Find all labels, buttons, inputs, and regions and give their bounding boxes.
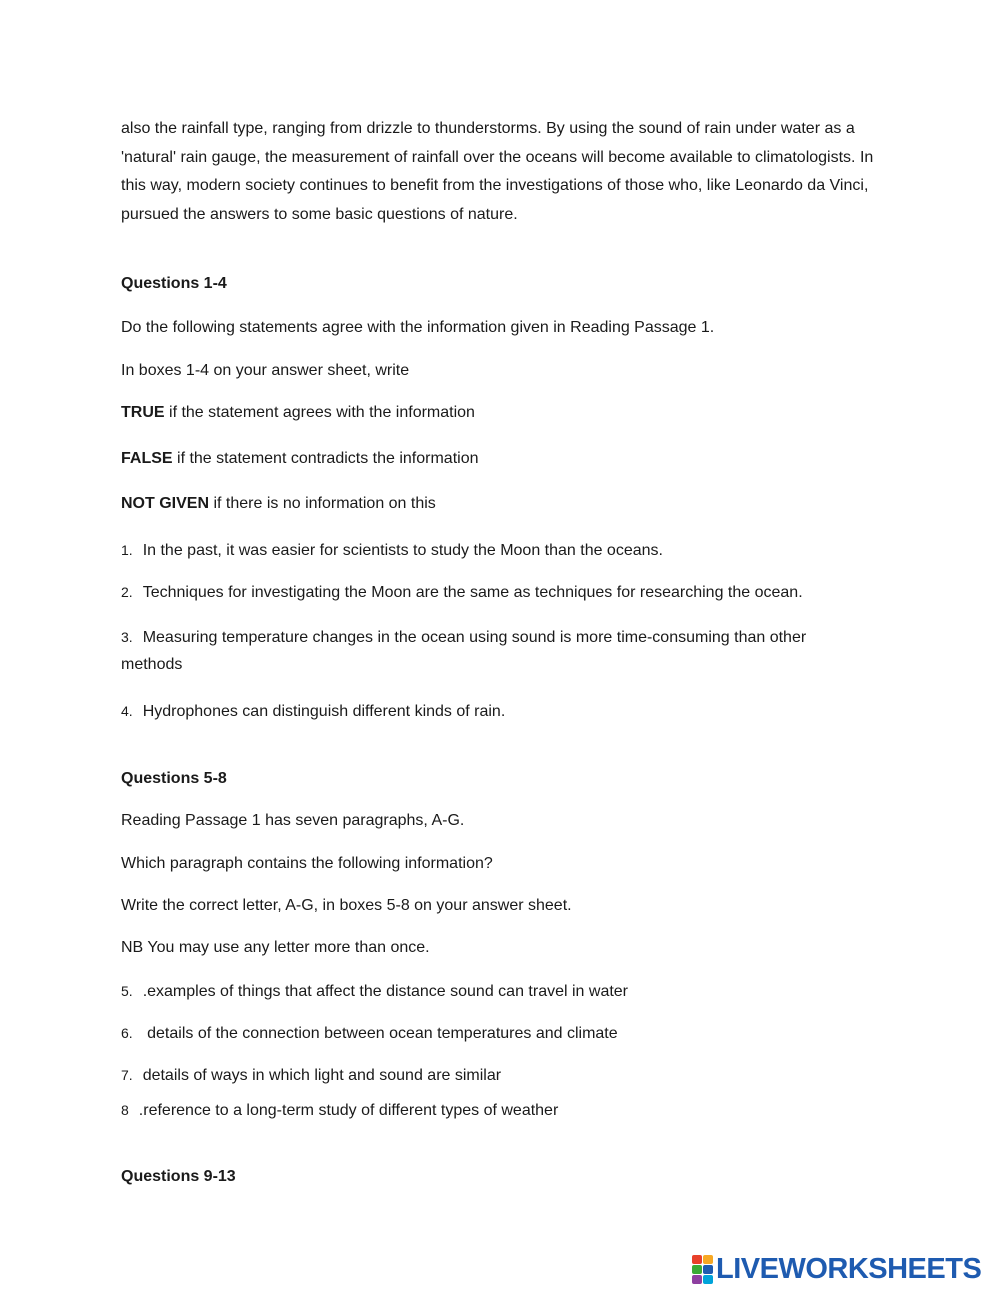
option-text: if there is no information on this: [209, 495, 436, 512]
question-number: 3.: [121, 629, 133, 645]
option-false: [121, 449, 479, 469]
option-key: NOT GIVEN: [121, 495, 210, 512]
instruction-text: In boxes 1-4 on your answer sheet, write: [121, 362, 410, 379]
logo-mark-icon: [692, 1255, 713, 1284]
question-item: [121, 540, 663, 561]
question-number: 1.: [121, 542, 133, 558]
instruction-text: Which paragraph contains the following information?: [121, 855, 493, 872]
option-true: [121, 403, 475, 423]
instruction-text: Write the correct letter, A-G, in boxes 5-8 on your answer sheet.: [121, 897, 572, 914]
question-continuation: methods: [121, 656, 183, 673]
logo-block: [692, 1255, 702, 1264]
question-text: Hydrophones can distinguish different kinds of rain.: [142, 703, 506, 720]
question-number: 6.: [121, 1025, 133, 1041]
liveworksheets-logo: [692, 1251, 981, 1287]
question-text: Measuring temperature changes in the ocean using sound is more time-consuming than other: [142, 629, 807, 646]
question-number: 2.: [121, 584, 133, 600]
instruction-text: NB You may use any letter more than once.: [121, 939, 430, 956]
question-item: [121, 1100, 558, 1121]
logo-block: [692, 1265, 702, 1274]
instruction-text: Do the following statements agree with the information given in Reading Passage 1.: [121, 319, 715, 336]
question-item: [121, 981, 628, 1002]
option-key: FALSE: [121, 450, 173, 467]
question-number: 7.: [121, 1067, 133, 1083]
option-text: if the statement contradicts the information: [172, 450, 479, 467]
option-not-given: [121, 494, 436, 514]
intro-paragraph: [121, 115, 881, 229]
intro-text: also the rainfall type, ranging from drizzle to thunderstorms. By using the sound of rain under water as a 'natural' rain gauge, the measurement of rainfall over the oceans will become available to climatologists. In this way, modern society continues to benefit from the investigations of those who, like Leonardo da Vinci, pursued the answers to some basic questions of nature.: [121, 120, 874, 223]
section-heading-5-8: Questions 5-8: [121, 770, 227, 787]
option-text: if the statement agrees with the information: [164, 404, 475, 421]
logo-block: [703, 1275, 713, 1284]
question-item: [121, 627, 806, 648]
question-text: details of ways in which light and sound are similar: [142, 1067, 502, 1084]
logo-block: [692, 1275, 702, 1284]
question-text: .examples of things that affect the distance sound can travel in water: [142, 983, 629, 1000]
question-text: Techniques for investigating the Moon are the same as techniques for researching the ocean.: [142, 584, 803, 601]
question-number: 4.: [121, 703, 133, 719]
question-item: [121, 1065, 501, 1086]
instruction-text: Reading Passage 1 has seven paragraphs, A-G.: [121, 812, 465, 829]
section-heading-9-13: Questions 9-13: [121, 1168, 236, 1185]
question-number: 8: [121, 1102, 129, 1118]
question-item: [121, 582, 803, 603]
logo-block: [703, 1265, 713, 1274]
section-heading-1-4: Questions 1-4: [121, 275, 227, 292]
question-number: 5.: [121, 983, 133, 999]
question-item: [121, 701, 505, 722]
question-text: .reference to a long-term study of different types of weather: [138, 1102, 559, 1119]
option-key: TRUE: [121, 404, 165, 421]
question-text: In the past, it was easier for scientists to study the Moon than the oceans.: [142, 542, 663, 559]
logo-block: [703, 1255, 713, 1264]
question-item: [121, 1023, 618, 1044]
question-text: details of the connection between ocean temperatures and climate: [142, 1025, 618, 1042]
logo-text: LIVEWORKSHEETS: [716, 1252, 982, 1285]
